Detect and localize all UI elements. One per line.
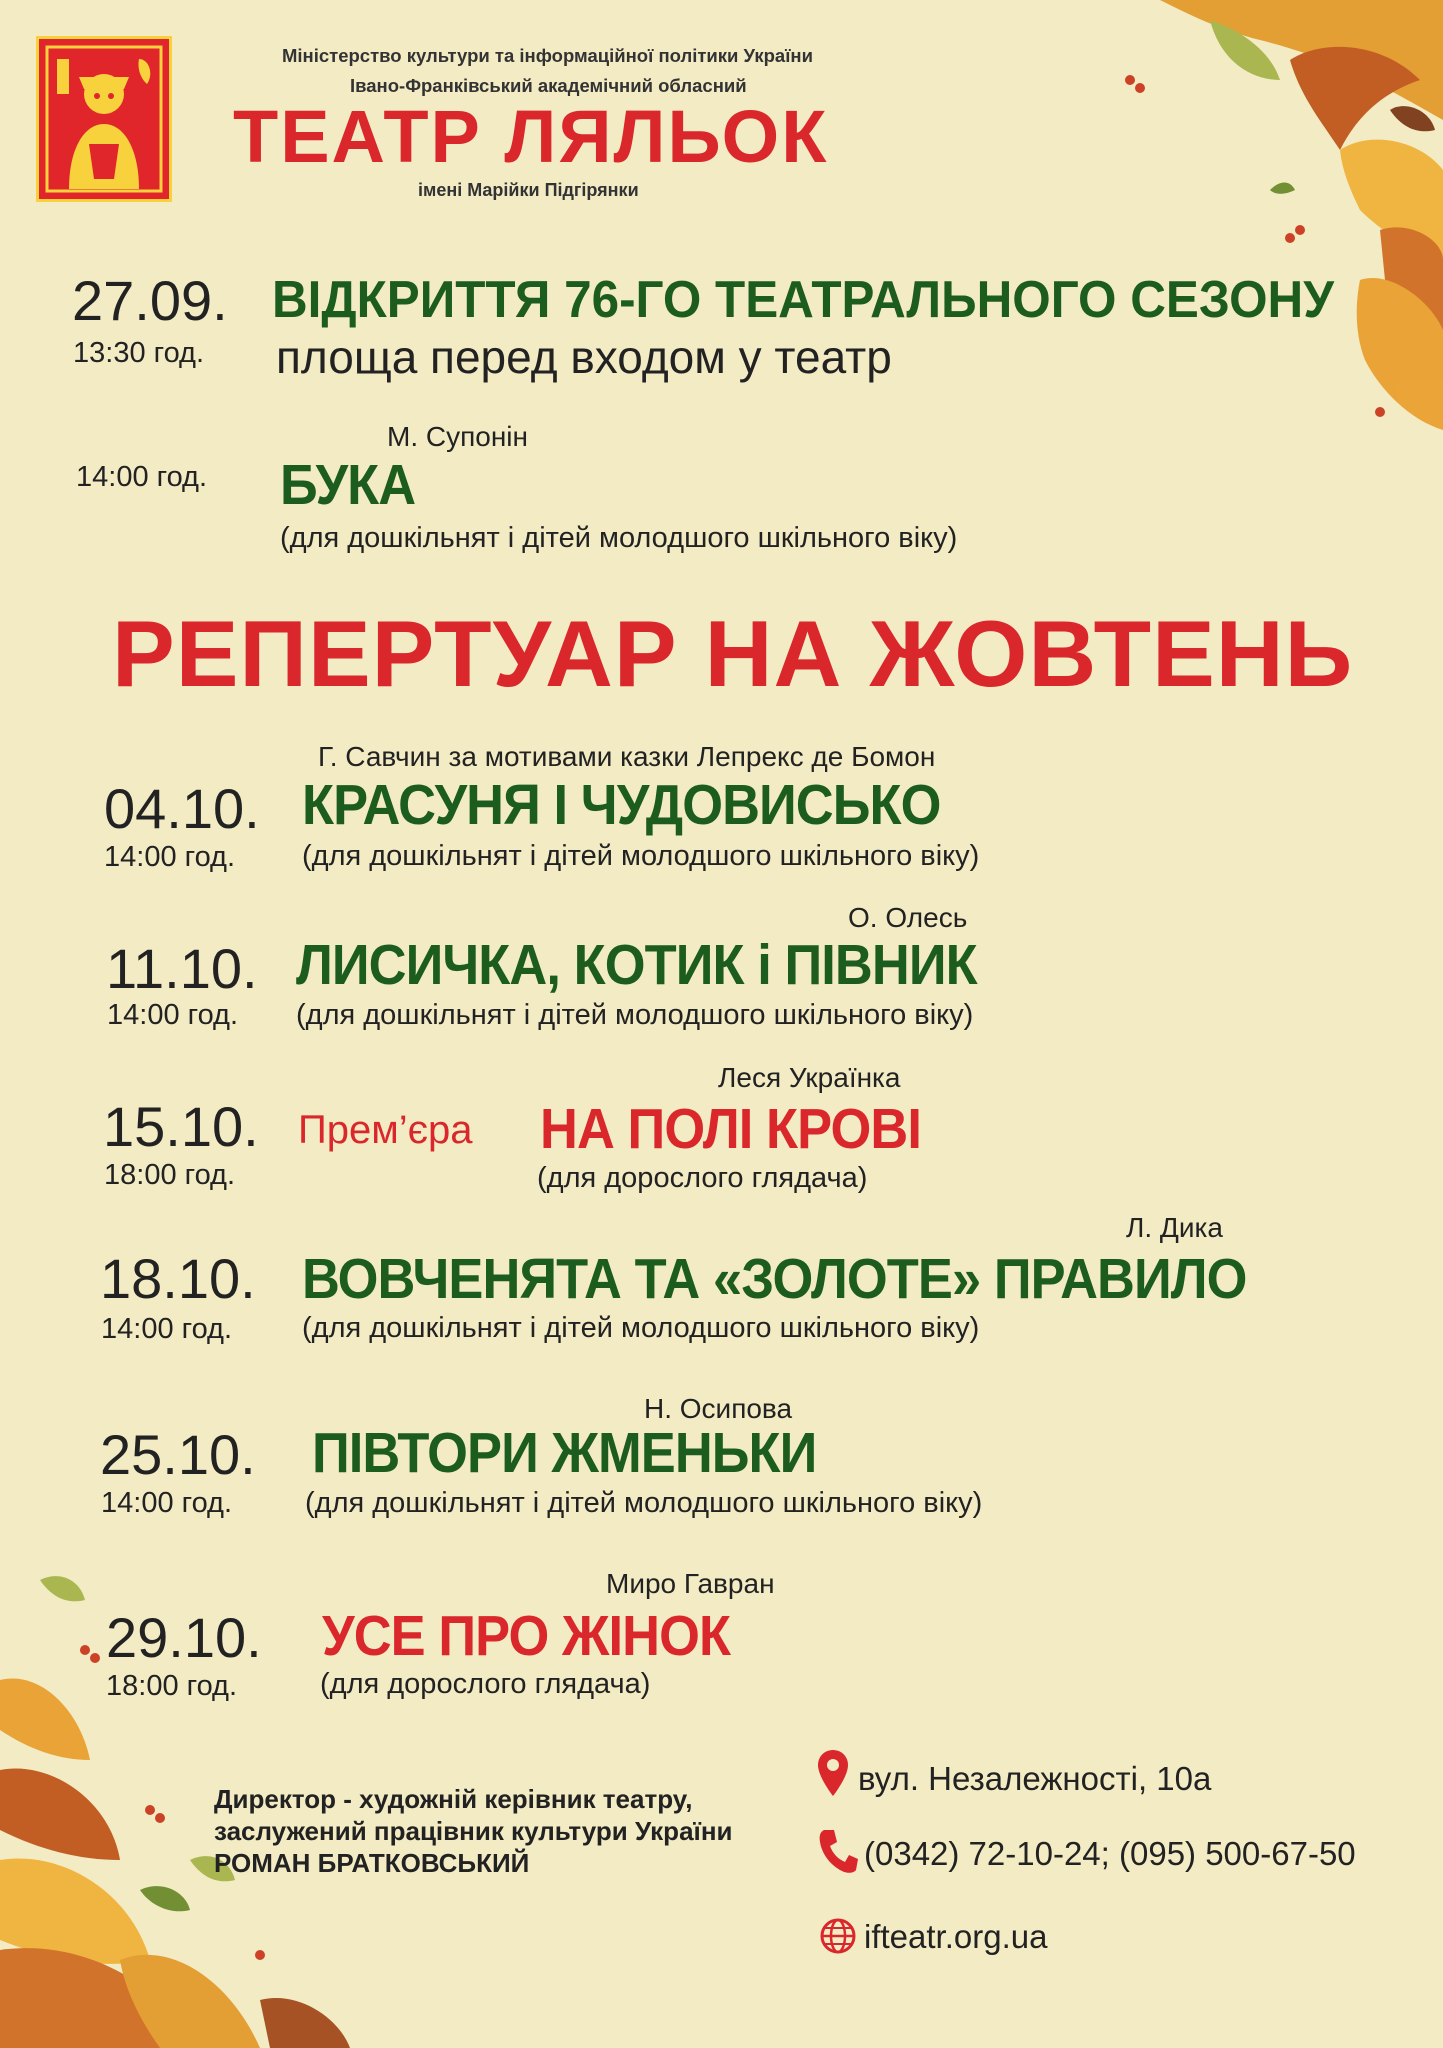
buka-title: БУКА <box>280 453 416 517</box>
show-time: 18:00 год. <box>106 1670 238 1702</box>
opening-title: ВІДКРИТТЯ 76-ГО ТЕАТРАЛЬНОГО СЕЗОНУ <box>272 271 1334 329</box>
show-date: 11.10. <box>106 937 258 1000</box>
opening-time: 13:30 год. <box>73 337 205 369</box>
show-date: 15.10. <box>103 1095 259 1158</box>
globe-icon <box>820 1918 856 1954</box>
autumn-leaves-top-right <box>960 0 1443 460</box>
show-author: Г. Савчин за мотивами казки Лепрекс де Бомон <box>318 741 936 772</box>
phone-icon <box>818 1828 858 1874</box>
show-time: 14:00 год. <box>107 999 239 1031</box>
theatre-name: ТЕАТР ЛЯЛЬОК <box>233 95 829 178</box>
buka-author: М. Супонін <box>387 421 528 452</box>
show-author: Н. Осипова <box>644 1393 793 1424</box>
show-time: 14:00 год. <box>104 841 236 873</box>
phone-numbers[interactable]: (0342) 72-10-24; (095) 500-67-50 <box>864 1835 1356 1872</box>
opening-date: 27.09. <box>72 269 228 332</box>
director-title-line2: заслужений працівник культури України <box>214 1816 733 1846</box>
director-name: РОМАН БРАТКОВСЬКИЙ <box>214 1848 530 1878</box>
director-title-line1: Директор - художній керівник театру, <box>214 1784 693 1814</box>
show-time: 18:00 год. <box>104 1159 236 1191</box>
buka-time: 14:00 год. <box>76 461 208 493</box>
show-title: УСЕ ПРО ЖІНОК <box>322 1604 731 1668</box>
show-author: О. Олесь <box>848 902 968 933</box>
show-date: 25.10. <box>100 1423 256 1486</box>
show-date: 04.10. <box>104 777 260 840</box>
show-time: 14:00 год. <box>101 1487 233 1519</box>
show-audience: (для дорослого глядача) <box>320 1668 651 1700</box>
show-author: Миро Гавран <box>606 1568 775 1599</box>
show-title: ВОВЧЕНЯТА ТА «ЗОЛОТЕ» ПРАВИЛО <box>302 1247 1247 1311</box>
show-audience: (для дошкільнят і дітей молодшого шкільного віку) <box>302 1312 980 1344</box>
address-text: вул. Незалежності, 10а <box>858 1760 1212 1797</box>
ministry-line: Міністерство культури та інформаційної політики України <box>282 45 813 66</box>
repertoire-heading: РЕПЕРТУАР НА ЖОВТЕНЬ <box>112 601 1354 706</box>
show-audience: (для дорослого глядача) <box>537 1162 868 1194</box>
show-date: 29.10. <box>106 1606 262 1669</box>
show-title: ЛИСИЧКА, КОТИК і ПІВНИК <box>296 933 977 997</box>
show-title: НА ПОЛІ КРОВІ <box>540 1097 921 1161</box>
location-pin-icon <box>818 1750 848 1796</box>
website-link[interactable]: ifteatr.org.ua <box>864 1918 1048 1955</box>
premiere-label: Прем’єра <box>298 1108 473 1152</box>
show-audience: (для дошкільнят і дітей молодшого шкільного віку) <box>296 999 974 1031</box>
show-author: Л. Дика <box>1126 1212 1223 1243</box>
show-audience: (для дошкільнят і дітей молодшого шкільного віку) <box>302 840 980 872</box>
show-date: 18.10. <box>100 1247 256 1310</box>
show-title: КРАСУНЯ І ЧУДОВИСЬКО <box>302 773 941 837</box>
show-title: ПІВТОРИ ЖМЕНЬКИ <box>312 1421 817 1485</box>
show-audience: (для дошкільнят і дітей молодшого шкільного віку) <box>305 1487 983 1519</box>
opening-place: площа перед входом у театр <box>276 331 892 383</box>
named-after-line: імені Марійки Підгірянки <box>418 180 639 200</box>
show-author: Леся Українка <box>718 1062 901 1093</box>
region-line: Івано-Франківський академічний обласний <box>350 75 747 96</box>
show-time: 14:00 год. <box>101 1313 233 1345</box>
buka-audience: (для дошкільнят і дітей молодшого шкільного віку) <box>280 522 958 554</box>
theatre-logo <box>36 36 172 202</box>
